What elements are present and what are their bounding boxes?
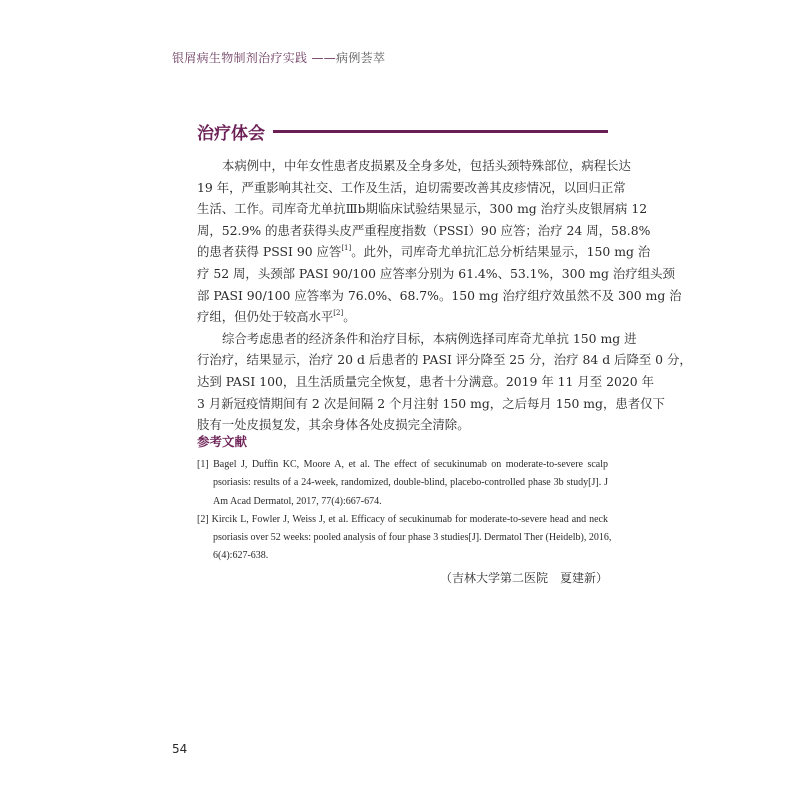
body-text bbox=[197, 155, 692, 436]
text-line: 的患者获得 PSSI 90 应答[1]。此外，司库奇尤单抗汇总分析结果显示，150 mg 治 bbox=[197, 244, 651, 260]
references-title: 参考文献 bbox=[197, 434, 248, 449]
reference-item: [1] Bagel J, Duffin KC, Moore A, et al. The effect of secukinumab on moderate-to-severe scalp psoriasis: results of a 24-week, randomized, double-blind, placebo-controlled phase 3b study[J]. J Am Acad Dermatol, 2017, 77(4):667-674. bbox=[197, 459, 608, 507]
author-signature: （吉林大学第二医院 夏建新） bbox=[439, 571, 608, 585]
reference-item: [2] Kircik L, Fowler J, Weiss J, et al. Efficacy of secukinumab for moderate-to-severe head and neck psoriasis over 52 weeks: pooled analysis of four phase 3 studies[J]. Dermatol Ther (Heidelb), 2016, 6(4):627-638. bbox=[197, 513, 612, 562]
citation: [2] bbox=[333, 309, 344, 318]
references-list bbox=[197, 456, 612, 566]
citation: [1] bbox=[341, 244, 352, 253]
header-subtitle: 病例荟萃 bbox=[336, 51, 386, 65]
section-rule bbox=[273, 130, 608, 133]
paragraph-2 bbox=[197, 328, 692, 436]
text-line: 综合考虑患者的经济条件和治疗目标，本病例选择司库奇尤单抗 150 mg 进 bbox=[222, 330, 637, 346]
text-line: 疗 52 周，头颈部 PASI 90/100 应答率分别为 61.4%、53.1%，300 mg 治疗组头颈 bbox=[197, 265, 675, 281]
section-title: 治疗体会 bbox=[197, 124, 265, 144]
paragraph-1 bbox=[197, 155, 682, 328]
text-line: 生活、工作。司库奇尤单抗Ⅲb期临床试验结果显示，300 mg 治疗头皮银屑病 12 bbox=[197, 201, 648, 217]
text-line: 疗组，但仍处于较高水平[2]。 bbox=[197, 309, 356, 325]
section-heading bbox=[197, 119, 608, 144]
text-line: 3 月新冠疫情期间有 2 次是间隔 2 个月注射 150 mg，之后每月 150 mg，患者仅下 bbox=[197, 395, 665, 411]
text-line: 19 年，严重影响其社交、工作及生活，迫切需要改善其皮疹情况，以回归正常 bbox=[197, 179, 626, 195]
page-number: 54 bbox=[172, 742, 188, 756]
book-title: 银屑病生物制剂治疗实践 bbox=[172, 51, 308, 65]
text-line: 周，52.9% 的患者获得头皮严重程度指数（PSSI）90 应答；治疗 24 周，58.8% bbox=[197, 222, 651, 238]
text-line: 本病例中，中年女性患者皮损累及全身多处，包括头颈特殊部位，病程长达 bbox=[222, 158, 631, 173]
text-line: 行治疗，结果显示，治疗 20 d 后患者的 PASI 评分降至 25 分，治疗 84 d 后降至 0 分， bbox=[197, 352, 692, 368]
text-line: 部 PASI 90/100 应答率为 76.0%、68.7%。150 mg 治疗组疗效虽然不及 300 mg 治 bbox=[197, 287, 682, 303]
header-dash: —— bbox=[311, 51, 337, 65]
text-line: 达到 PASI 100，且生活质量完全恢复，患者十分满意。2019 年 11 月至 2020 年 bbox=[197, 373, 654, 389]
text-line: 肢有一处皮损复发，其余身体各处皮损完全清除。 bbox=[197, 417, 470, 433]
running-header bbox=[172, 49, 385, 66]
